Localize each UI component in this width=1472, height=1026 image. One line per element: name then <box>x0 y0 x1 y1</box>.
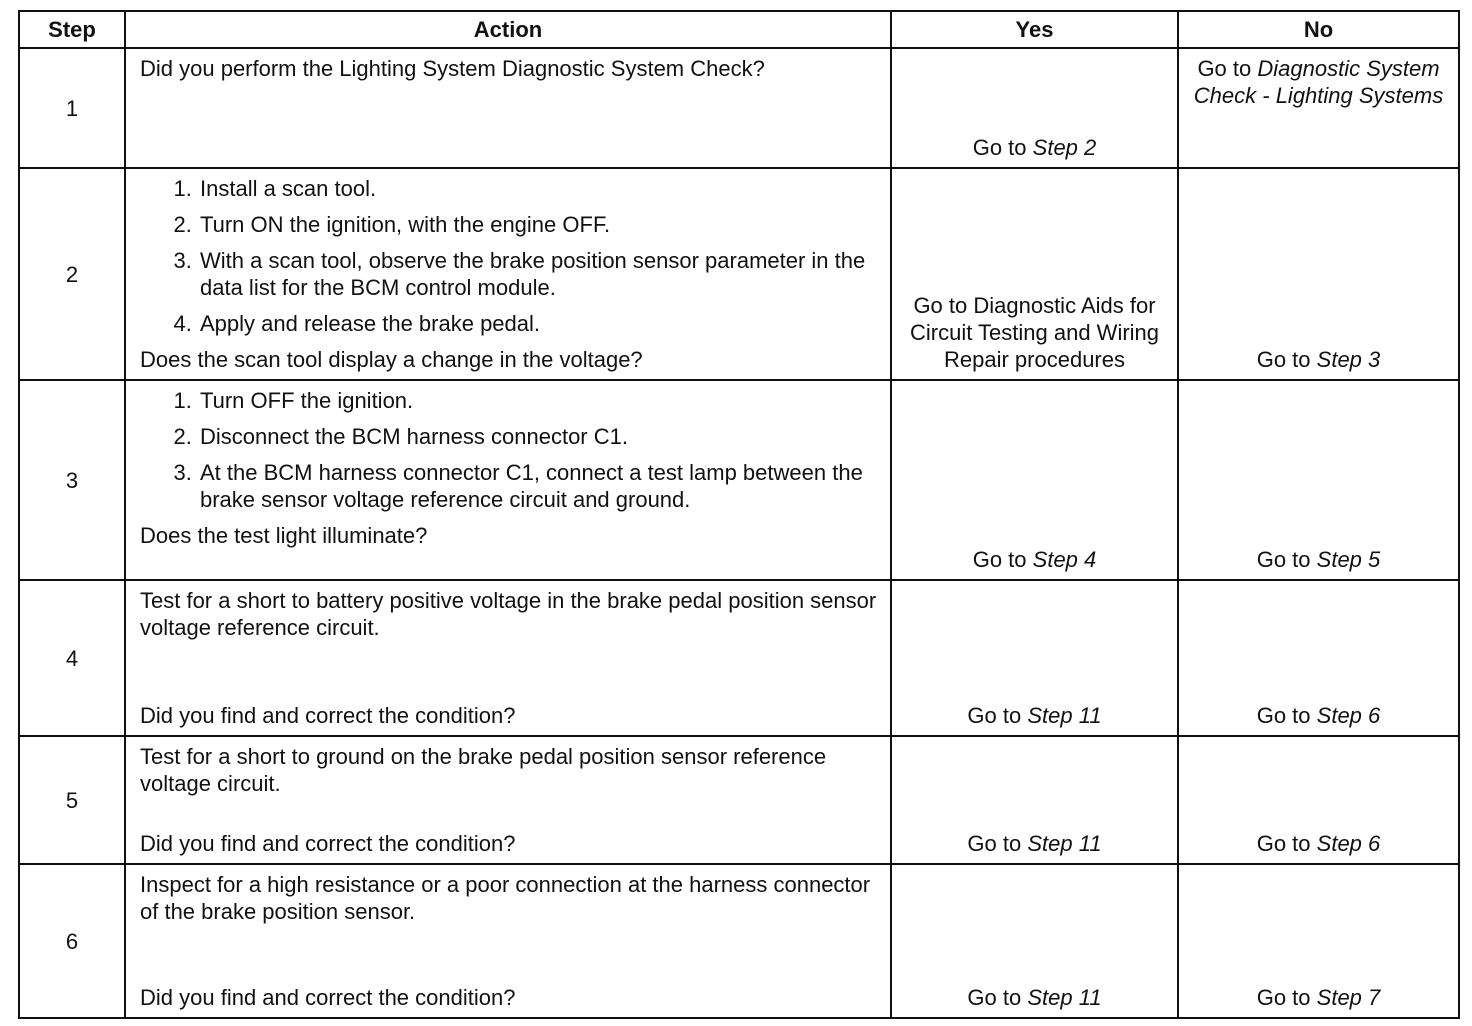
action-step-item: 3. At the BCM harness connector C1, connect a test lamp between the brake sensor voltage reference circuit and ground. <box>198 459 880 513</box>
action-content <box>140 743 880 857</box>
yes-target-link: Step 11 <box>1027 831 1102 856</box>
no-prefix: Go to <box>1256 831 1311 856</box>
no-target-link: Step 5 <box>1316 547 1381 572</box>
yes-target-link: Step 11 <box>1027 985 1102 1010</box>
action-question: Does the test light illuminate? <box>140 523 428 548</box>
no-target-link: Step 3 <box>1316 347 1381 372</box>
yes-prefix: Go to <box>967 831 1022 856</box>
action-question: Did you find and correct the condition? <box>140 831 516 856</box>
action-content <box>140 587 880 729</box>
no-cell <box>1178 48 1459 168</box>
no-cell <box>1178 380 1459 580</box>
table-row <box>19 736 1459 864</box>
header-row <box>19 11 1459 48</box>
action-question: Did you perform the Lighting System Diagnostic System Check? <box>140 56 765 81</box>
action-step-item: 2. Turn ON the ignition, with the engine OFF. <box>198 211 880 238</box>
yes-cell <box>891 736 1178 864</box>
action-cell <box>125 168 891 380</box>
action-cell <box>125 380 891 580</box>
header-action: Action <box>125 11 891 48</box>
no-cell <box>1178 864 1459 1018</box>
action-question: Does the scan tool display a change in the voltage? <box>140 347 643 372</box>
yes-target-link: Step 4 <box>1032 547 1097 572</box>
yes-prefix: Go to <box>972 547 1027 572</box>
yes-cell <box>891 864 1178 1018</box>
action-step-item: 1. Install a scan tool. <box>198 175 880 202</box>
no-cell <box>1178 736 1459 864</box>
no-prefix: Go to <box>1256 347 1311 372</box>
action-instruction: Test for a short to ground on the brake pedal position sensor reference voltage circuit. <box>140 744 827 796</box>
action-instruction: Test for a short to battery positive voltage in the brake pedal position sensor voltage reference circuit. <box>140 588 877 640</box>
table-row <box>19 580 1459 736</box>
header-yes: Yes <box>891 11 1178 48</box>
table-row <box>19 48 1459 168</box>
table-row <box>19 864 1459 1018</box>
step-number: 1 <box>19 48 125 168</box>
step-number: 3 <box>19 380 125 580</box>
action-cell <box>125 736 891 864</box>
step-number: 5 <box>19 736 125 864</box>
yes-text: Go to Diagnostic Aids for Circuit Testing and Wiring Repair procedures <box>909 293 1160 372</box>
action-content <box>140 871 880 1011</box>
action-instruction: Inspect for a high resistance or a poor connection at the harness connector of the brake position sensor. <box>140 872 871 924</box>
yes-cell <box>891 580 1178 736</box>
yes-prefix: Go to <box>972 135 1027 160</box>
no-cell <box>1178 168 1459 380</box>
step-number: 4 <box>19 580 125 736</box>
yes-prefix: Go to <box>967 985 1022 1010</box>
header-step: Step <box>19 11 125 48</box>
yes-target-link: Step 2 <box>1032 135 1097 160</box>
table-row <box>19 380 1459 580</box>
action-cell <box>125 48 891 168</box>
diagnostic-table <box>18 10 1460 1019</box>
header-no: No <box>1178 11 1459 48</box>
action-question: Did you find and correct the condition? <box>140 703 516 728</box>
no-prefix: Go to <box>1256 985 1311 1010</box>
yes-cell <box>891 380 1178 580</box>
no-prefix: Go to <box>1256 703 1311 728</box>
no-prefix: Go to <box>1256 547 1311 572</box>
action-cell <box>125 580 891 736</box>
action-step-item: 3. With a scan tool, observe the brake position sensor parameter in the data list for the BCM control module. <box>198 247 880 301</box>
yes-target-link: Step 11 <box>1027 703 1102 728</box>
table-row <box>19 168 1459 380</box>
action-cell <box>125 864 891 1018</box>
no-target-link: Step 6 <box>1316 831 1381 856</box>
step-number: 6 <box>19 864 125 1018</box>
yes-cell <box>891 48 1178 168</box>
action-step-item: 2. Disconnect the BCM harness connector C1. <box>198 423 880 450</box>
action-step-item: 1. Turn OFF the ignition. <box>198 387 880 414</box>
no-target-link: Step 6 <box>1316 703 1381 728</box>
action-step-item: 4. Apply and release the brake pedal. <box>198 310 880 337</box>
no-target-link: Diagnostic System Check - Lighting Systems <box>1193 56 1444 108</box>
action-question: Did you find and correct the condition? <box>140 985 516 1010</box>
yes-prefix: Go to <box>967 703 1022 728</box>
no-target-link: Step 7 <box>1316 985 1381 1010</box>
action-steps-list <box>140 175 880 337</box>
yes-cell <box>891 168 1178 380</box>
step-number: 2 <box>19 168 125 380</box>
action-steps-list <box>140 387 880 513</box>
no-cell <box>1178 580 1459 736</box>
no-prefix: Go to <box>1197 56 1252 81</box>
